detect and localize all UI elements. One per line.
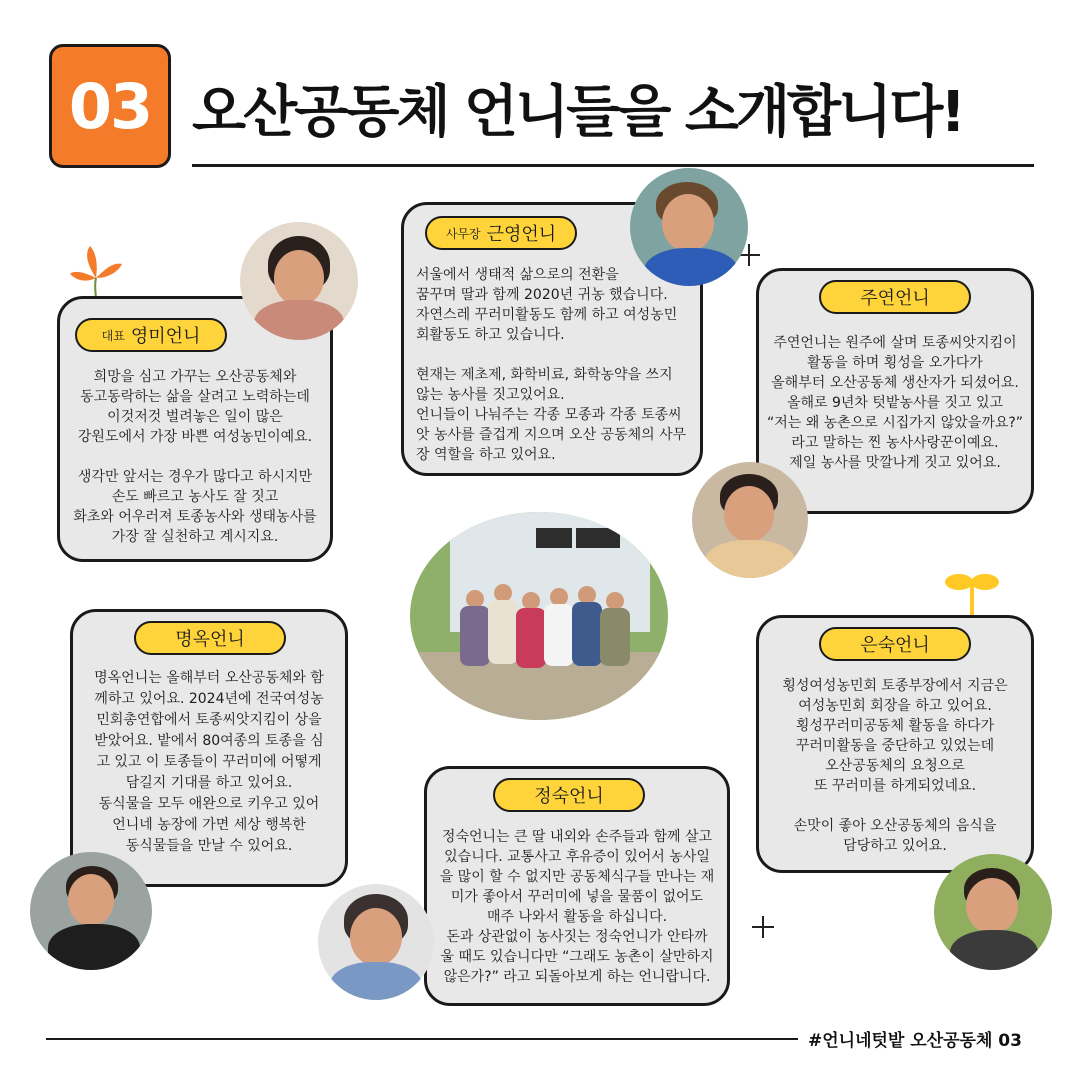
portrait-photo-jeongsuk: [318, 884, 434, 1000]
section-number: 03: [68, 69, 152, 143]
name-tag-youngmi: [75, 318, 227, 352]
card-eunsuk-text: 횡성여성농민회 토종부장에서 지금은 여성농민회 회장을 하고 있어요. 횡성꾸러미공동체 활동을 하다가 꾸러미활동을 중단하고 있었는데 오산공동체의 요청으로 또 꾸러미를 하게되었네요. 손맛이 좋아 오산공동체의 음식을 담당하고 있어요.: [782, 678, 1008, 854]
group-photo: [410, 512, 668, 720]
portrait-photo-myeongok: [30, 852, 152, 970]
name-tag-juyeon: [819, 280, 971, 314]
portrait-photo-geunyoung: [630, 168, 748, 286]
portrait-photo-youngmi: [240, 222, 358, 340]
name-label: 명옥언니: [175, 629, 245, 650]
name-label: 영미언니: [130, 326, 201, 347]
sprout-icon: [942, 570, 1002, 616]
name-label: 정숙언니: [534, 786, 604, 807]
sparkle-icon: [752, 916, 774, 938]
role-label: 대표: [101, 328, 125, 343]
card-geunyoung-text: 서울에서 생태적 삶으로의 전환을 꿈꾸며 딸과 함께 2020년 귀농 했습니다. 자연스레 꾸러미활동도 함께 하고 여성농민 회활동도 하고 있습니다. 현재는 제초제, 화학비료, 화학농약을 쓰지 않는 농사를 짓고있어요. 언니들이 나눠주는 각종 모종과 각종 토종씨 앗 농사를 즐겁게 지으며 오산 공동체의 사무 장 역할을 하고 있어요.: [416, 267, 687, 463]
name-tag-eunsuk: [819, 627, 971, 661]
name-label: 은숙언니: [860, 635, 930, 656]
title-divider: [192, 164, 1034, 167]
name-tag-jeongsuk: [493, 778, 645, 812]
page-title: 오산공동체 언니들을 소개합니다!: [192, 80, 963, 145]
card-jeongsuk-text: 정숙언니는 큰 딸 내외와 손주들과 함께 살고 있습니다. 교통사고 후유증이 있어서 농사일 을 많이 할 수 없지만 공동체식구들 만나는 재 미가 좋아서 꾸러미에 넣을 물품이 없어도 매주 나와서 활동을 하십니다. 돈과 상관없이 농사짓는 정숙언니가 안타까 울 때도 있습니다만 “그래도 농촌이 살만하지 않은가?” 라고 되돌아보게 하는 언니랍니다.: [439, 829, 715, 985]
portrait-photo-juyeon: [692, 462, 808, 578]
footer-divider: [46, 1038, 798, 1040]
name-tag-geunyoung: [425, 216, 577, 250]
card-juyeon-text: 주연언니는 원주에 살며 토종씨앗지킴이 활동을 하며 횡성을 오가다가 올해부터 오산공동체 생산자가 되셨어요. 올해로 9년차 텃밭농사를 짓고 있고 “저는 왜 농촌으로 시집가지 않았을까요?” 라고 말하는 찐 농사사랑꾼이예요. 제일 농사를 맛깔나게 짓고 있어요.: [766, 335, 1024, 471]
portrait-photo-eunsuk: [934, 854, 1052, 970]
name-label: 근영언니: [486, 224, 557, 245]
section-number-badge: [49, 44, 171, 168]
name-tag-myeongok: [134, 621, 286, 655]
card-youngmi-text: 희망을 심고 가꾸는 오산공동체와 동고동락하는 삶을 살려고 노력하는데 이것저것 벌려놓은 일이 많은 강원도에서 가장 바쁜 여성농민이예요. 생각만 앞서는 경우가 많다고 하시지만 손도 빠르고 농사도 잘 짓고 화초와 어우러져 토종농사와 생태농사를 가장 잘 실천하고 계시지요.: [73, 369, 317, 545]
footer-hashtag: #언니네텃밭 오산공동체 03: [808, 1031, 1022, 1051]
card-myeongok-text: 명옥언니는 올해부터 오산공동체와 함 께하고 있어요. 2024년에 전국여성농 민회총연합에서 토종씨앗지킴이 상을 받았어요. 밭에서 80여종의 토종을 심 고 있고 이 토종들이 꾸러미에 어떻게 담길지 기대를 하고 있어요. 동식물을 모두 애완으로 키우고 있어 언니네 농장에 가면 세상 행복한 동식물들을 만날 수 있어요.: [94, 670, 324, 854]
role-label: 사무장: [445, 226, 481, 241]
orange-flower-icon: [66, 240, 126, 302]
name-label: 주연언니: [860, 288, 930, 309]
